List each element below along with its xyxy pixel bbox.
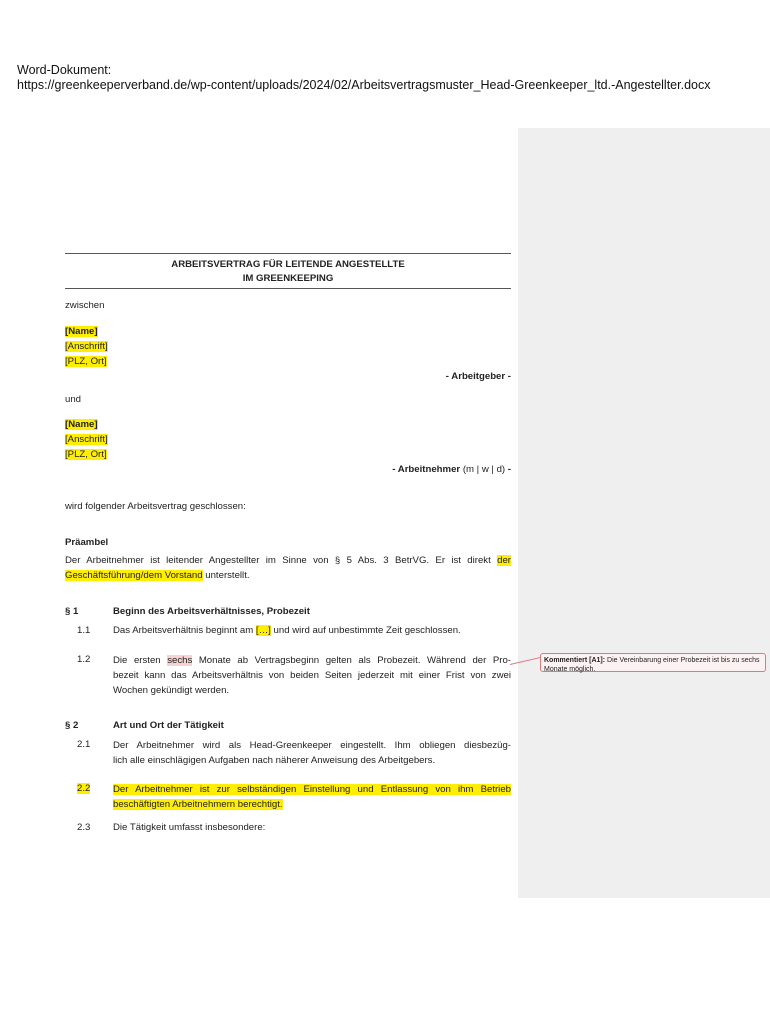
para-2-1-number: 2.1 xyxy=(77,739,91,750)
employer-city-text: [PLZ, Ort] xyxy=(65,356,107,367)
section1-number: § 1 xyxy=(65,606,79,617)
und-label: und xyxy=(65,394,82,405)
para-2-2-line2 xyxy=(113,797,511,812)
para-2-2-line1-text: Der Arbeitnehmer ist zur selbständigen Einstellung und Entlassung von ihm Betrieb xyxy=(113,784,511,795)
employee-name-text: [Name] xyxy=(65,419,98,430)
employee-address-text: [Anschrift] xyxy=(65,434,108,445)
para-2-1-text xyxy=(113,738,511,768)
para-1-2-line2: bezeit kann das Arbeitsverhältnis von beiden Seiten jederzeit mit einer Frist von zwei xyxy=(113,670,511,681)
para-1-2-commented-word: sechs xyxy=(167,655,193,666)
employee-role-gender: (m | w | d) xyxy=(462,464,506,475)
para-2-1-line2: lich alle einschlägigen Aufgaben nach näherer Anweisung des Arbeitgebers. xyxy=(113,755,436,766)
para-1-1-text xyxy=(113,625,461,636)
document-title-line2: IM GREENKEEPING xyxy=(242,273,334,284)
comment-balloon[interactable] xyxy=(540,653,766,672)
zwischen-label: zwischen xyxy=(65,300,105,311)
comment-label: Kommentiert [A1]: xyxy=(544,657,606,664)
para-1-2-number: 1.2 xyxy=(77,654,91,665)
preamble-line2 xyxy=(65,570,511,581)
preamble-line1-text: Der Arbeitnehmer ist leitender Angestellter im Sinne von § 5 Abs. 3 BetrVG. Er ist direkt xyxy=(65,555,491,566)
preamble-line2-text: unterstellt. xyxy=(205,570,250,581)
employer-address xyxy=(65,341,108,352)
para-2-3-text: Die Tätigkeit umfasst insbesondere: xyxy=(113,822,266,833)
employee-role xyxy=(392,464,511,475)
source-url-block xyxy=(17,63,710,93)
employee-name xyxy=(65,419,98,430)
employee-city-text: [PLZ, Ort] xyxy=(65,449,107,460)
section1-heading: Beginn des Arbeitsverhältnisses, Probezeit xyxy=(113,606,310,617)
para-1-2-line1-b: Monate ab Vertragsbeginn gelten als Probezeit. Während der Pro- xyxy=(198,655,511,666)
employer-city xyxy=(65,356,107,367)
source-label: Word-Dokument: xyxy=(17,63,112,77)
employer-name-text: [Name] xyxy=(65,326,98,337)
preamble-line1 xyxy=(65,555,511,566)
employer-name xyxy=(65,326,98,337)
para-1-2-line3: Wochen gekündigt werden. xyxy=(113,685,230,696)
para-2-2-text xyxy=(113,782,511,812)
title-rule-bottom xyxy=(65,288,511,289)
contract-intro: wird folgender Arbeitsvertrag geschlossen: xyxy=(65,501,246,512)
para-1-2-text xyxy=(113,653,511,698)
employer-address-text: [Anschrift] xyxy=(65,341,108,352)
preamble-text xyxy=(65,555,511,581)
title-rule-top xyxy=(65,253,511,254)
para-1-2-line1-a: Die ersten xyxy=(113,655,161,666)
section2-heading: Art und Ort der Tätigkeit xyxy=(113,720,224,731)
para-1-1-part-b: und wird auf unbestimmte Zeit geschlossen. xyxy=(273,625,461,636)
section2-number: § 2 xyxy=(65,720,79,731)
para-2-2-number xyxy=(77,783,107,794)
document-title-line1: ARBEITSVERTRAG FÜR LEITENDE ANGESTELLTE xyxy=(171,259,405,270)
comment-margin-pane xyxy=(518,128,770,898)
para-2-1-line1: Der Arbeitnehmer wird als Head-Greenkeeper eingestellt. Ihm obliegen diesbezüg- xyxy=(113,740,511,751)
employer-role: - Arbeitgeber - xyxy=(445,371,511,382)
employee-role-label: - Arbeitnehmer xyxy=(392,464,461,475)
para-2-2-number-text: 2.2 xyxy=(77,783,91,794)
para-1-2-line1 xyxy=(113,653,511,668)
comment-text: Die Vereinbarung einer Probezeit ist bis zu sechs Monate möglich. xyxy=(544,657,760,673)
para-2-2-line1 xyxy=(113,782,511,797)
para-1-1-number: 1.1 xyxy=(77,625,91,636)
preamble-heading: Präambel xyxy=(65,537,109,548)
preamble-highlight-der: der xyxy=(497,555,511,566)
employee-city xyxy=(65,449,107,460)
employee-address xyxy=(65,434,108,445)
employee-role-end: - xyxy=(507,464,511,475)
para-2-3-number: 2.3 xyxy=(77,822,91,833)
para-1-1-placeholder: […] xyxy=(255,625,271,636)
source-url: https://greenkeeperverband.de/wp-content/uploads/2024/02/Arbeitsvertragsmuster_Head-Greenkeeper_ltd.-Angestellter.docx xyxy=(17,78,711,92)
para-1-1-part-a: Das Arbeitsverhältnis beginnt am xyxy=(113,625,254,636)
preamble-highlight-management: Geschäftsführung/dem Vorstand xyxy=(65,570,203,581)
para-2-2-line2-text: beschäftigten Arbeitnehmern berechtigt. xyxy=(113,799,283,810)
